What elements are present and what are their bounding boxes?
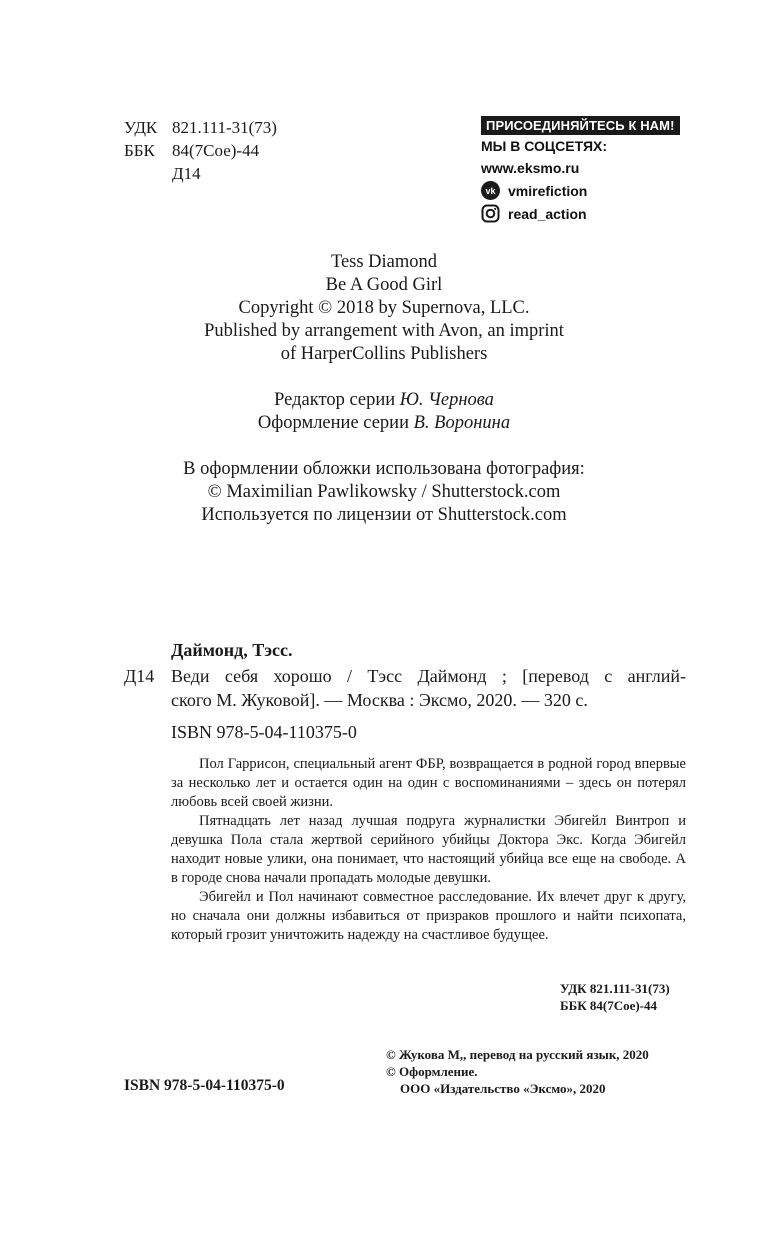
cover-credit-line-2: © Maximilian Pawlikowsky / Shutterstock.com bbox=[207, 482, 561, 502]
instagram-icon bbox=[481, 204, 500, 223]
social-heading: МЫ В СОЦСЕТЯХ: bbox=[481, 138, 608, 154]
original-title: Be A Good Girl bbox=[325, 275, 443, 295]
social-block bbox=[481, 116, 680, 225]
instagram-link[interactable] bbox=[481, 202, 680, 225]
design-label: Оформление серии bbox=[257, 413, 409, 433]
series-editor-name: Ю. Чернова bbox=[399, 390, 494, 410]
udk-value: 821.111-31(73) bbox=[172, 118, 277, 137]
annotation bbox=[171, 755, 686, 945]
bbk-label: ББК bbox=[124, 141, 155, 160]
catalog-code: Д14 bbox=[124, 666, 155, 686]
footer-bbk: ББК 84(7Сое)-44 bbox=[560, 998, 658, 1013]
annotation-paragraph: Пол Гаррисон, специальный агент ФБР, возвращается в родной город впервые за несколько лет и остается один на один с воспоминаниями – здесь он потерял любовь всей своей жизни. bbox=[171, 756, 686, 810]
footer-classification bbox=[560, 980, 670, 1014]
udk-label: УДК bbox=[124, 118, 158, 137]
design-name: В. Воронина bbox=[413, 413, 511, 433]
original-copyright: Copyright © 2018 by Supernova, LLC. bbox=[238, 298, 530, 318]
original-published-line-1: Published by arrangement with Avon, an imprint bbox=[204, 321, 564, 341]
catalog-title-line-1: Веди себя хорошо / Тэсс Даймонд ; [перевод с англий- bbox=[171, 666, 686, 686]
catalog-isbn: ISBN 978-5-04-110375-0 bbox=[171, 722, 357, 742]
svg-text:vk: vk bbox=[485, 186, 496, 196]
copyright-publisher: ООО «Издательство «Эксмо», 2020 bbox=[400, 1081, 606, 1096]
cover-credit-line-3: Используется по лицензии от Shutterstock.com bbox=[201, 505, 567, 525]
annotation-paragraph: Пятнадцать лет назад лучшая подруга журналистки Эбигейл Винтроп и девушка Пола стала жертвой серийного убийцы Доктора Экс. Когда Эбигейл находит новые улики, она понимает, что настоящий убийца все еще на свободе. А в городе снова начали пропадать молодые девушки. bbox=[171, 813, 686, 886]
series-editor-label: Редактор серии bbox=[274, 390, 396, 410]
vk-link[interactable] bbox=[481, 179, 680, 202]
copyright-translation: © Жукова М,, перевод на русский язык, 2020 bbox=[386, 1047, 649, 1062]
catalog-title-line-2: ского М. Жуковой]. — Москва : Эксмо, 2020. — 320 с. bbox=[171, 690, 588, 710]
editors-block bbox=[0, 389, 768, 435]
original-published-line-2: of HarperCollins Publishers bbox=[280, 344, 488, 364]
vk-icon bbox=[481, 181, 500, 200]
catalog-title bbox=[171, 664, 686, 712]
classification-block bbox=[124, 116, 277, 185]
original-author: Tess Diamond bbox=[330, 252, 438, 272]
website-link[interactable]: www.eksmo.ru bbox=[481, 160, 580, 176]
copyright-block bbox=[386, 1046, 649, 1097]
cover-credit-block bbox=[0, 458, 768, 527]
join-us-banner: ПРИСОЕДИНЯЙТЕСЬ К НАМ! bbox=[481, 116, 680, 135]
bbk-value: 84(7Сое)-44 bbox=[172, 141, 260, 160]
footer-isbn: ISBN 978-5-04-110375-0 bbox=[124, 1077, 285, 1094]
instagram-handle: read_action bbox=[508, 205, 587, 222]
catalog-author: Даймонд, Тэсс. bbox=[171, 640, 293, 660]
annotation-paragraph: Эбигейл и Пол начинают совместное расследование. Их влечет друг к другу, но сначала они должны избавиться от призраков прошлого и найти психопата, который грозит уничтожить надежду на счастливое будущее. bbox=[171, 889, 686, 943]
cover-credit-line-1: В оформлении обложки использована фотография: bbox=[183, 459, 585, 479]
copyright-design: © Оформление. bbox=[386, 1064, 478, 1079]
author-sign: Д14 bbox=[172, 164, 201, 183]
vk-handle: vmirefiction bbox=[508, 182, 588, 199]
original-edition-block bbox=[0, 251, 768, 366]
footer-udk: УДК 821.111-31(73) bbox=[560, 981, 670, 996]
